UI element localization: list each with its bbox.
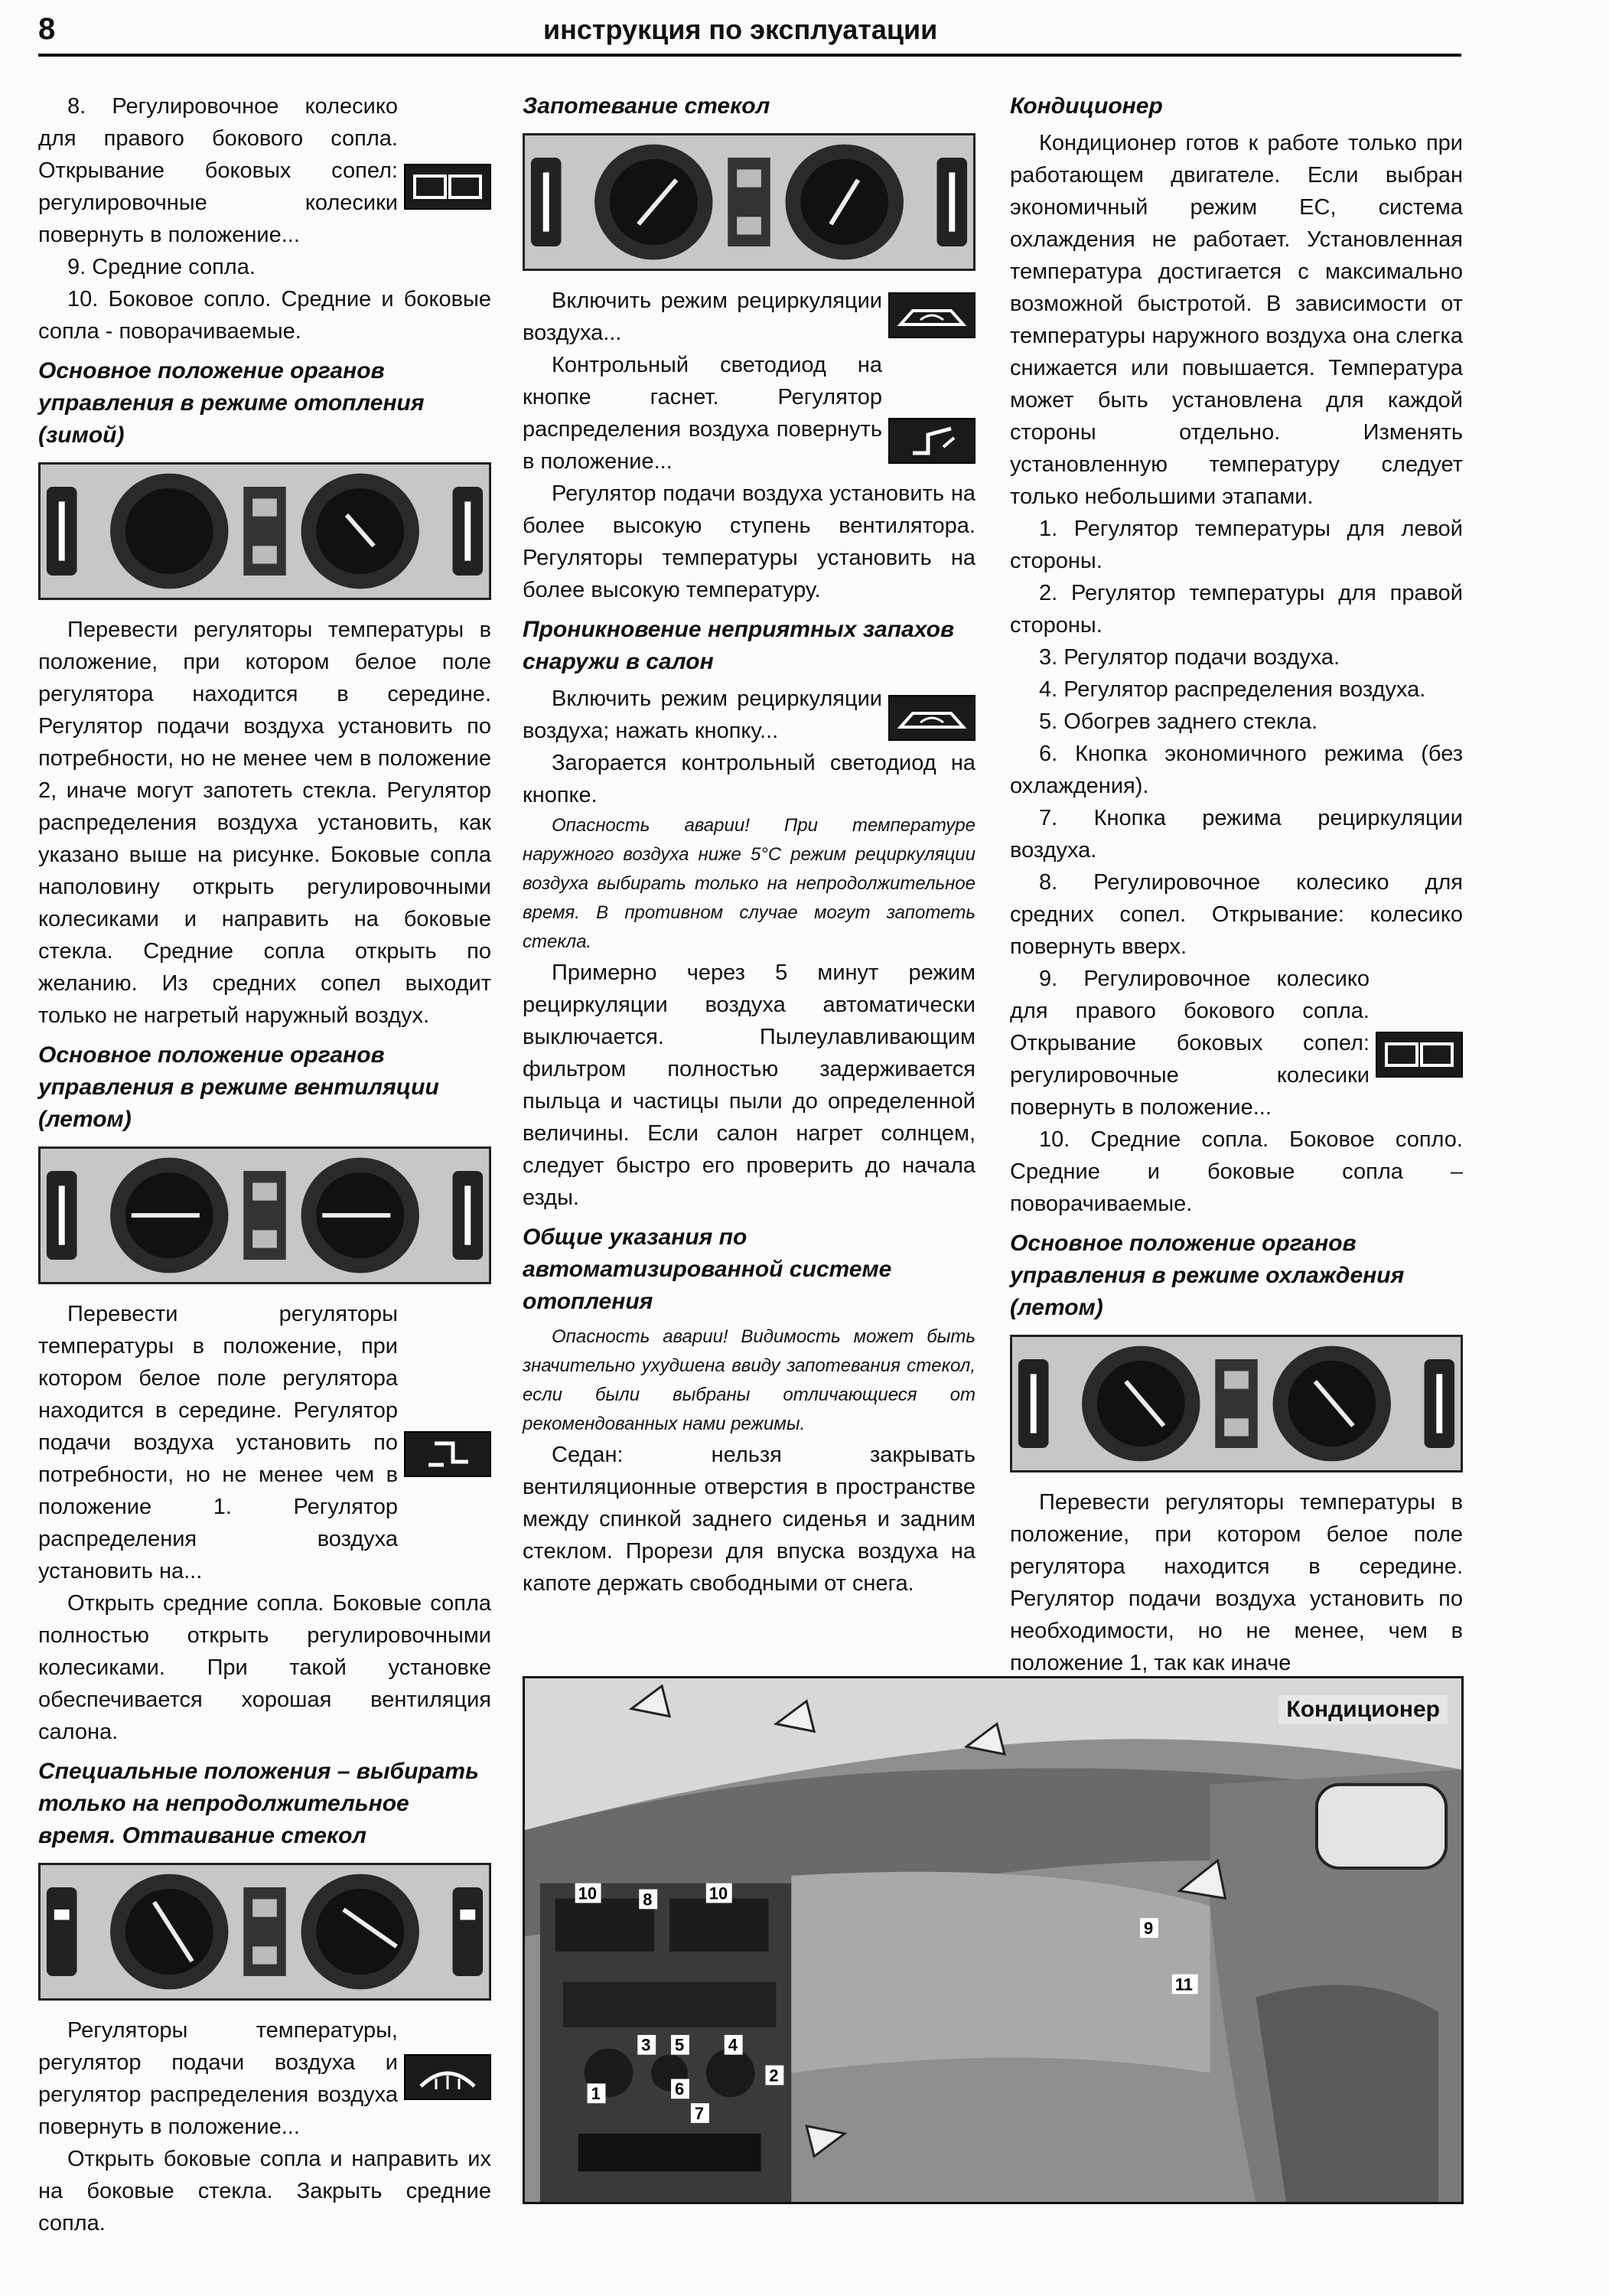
callout-label: 5 [675, 2035, 685, 2055]
paragraph: Перевести регуляторы температуры в положение, при котором белое поле регулятора находится в середине. Регулятор подачи воздуха установить по необходимости, но не менее, чем в положение 1, так как иначе [1010, 1490, 1463, 1675]
item-row [38, 1298, 491, 1587]
callout-label: 10 [708, 1883, 728, 1903]
warning-note [523, 1322, 975, 1439]
numbered-item: 1. Регулятор температуры для левой стороны. [1010, 517, 1463, 573]
control-panel-ventilation-figure [38, 1146, 491, 1284]
paragraph: 10. Средние сопла. Боковое сопло. Средние и боковые сопла – поворачиваемые. [1010, 1127, 1463, 1216]
paragraph: 8. Регулировочное колесико для правого бокового сопла. Открывание боковых сопел: регулировочные колесики повернуть в положение... [38, 94, 398, 247]
recirculation-button-icon [888, 695, 975, 741]
section-heading: Основное положение органов управления в режиме охлаждения (летом) [1010, 1231, 1405, 1320]
column-right [1010, 90, 1463, 1679]
paragraph: Включить режим рециркуляции воздуха... [523, 289, 882, 345]
paragraph: 9. Регулировочное колесико для правого бокового сопла. Открывание боковых сопел: регулировочные колесики повернуть в положение... [1010, 967, 1370, 1120]
item-row [523, 683, 975, 747]
item-row [1010, 963, 1463, 1124]
section-heading: Проникновение неприятных запахов снаружи в салон [523, 617, 955, 674]
numbered-item: 7. Кнопка режима рециркуляции воздуха. [1010, 806, 1463, 863]
air-distribution-icon [404, 1431, 491, 1477]
callout-label: 3 [641, 2035, 651, 2055]
item-row [38, 90, 491, 251]
paragraph: Перевести регуляторы температуры в положение, при котором белое поле регулятора находится в середине. Регулятор подачи воздуха установить по потребности, но не менее чем в положение 1. Регулятор распределения воздуха установить на... [38, 1302, 398, 1583]
side-vent-open-icon [404, 164, 491, 210]
control-panel-heating-figure [38, 462, 491, 600]
section-heading: Специальные положения – выбирать только на непродолжительное время. Оттаивание стекол [38, 1759, 479, 1848]
photo-label: Кондиционер [1278, 1695, 1448, 1724]
defrost-icon [404, 2054, 491, 2100]
numbered-item: 2. Регулятор температуры для правой стороны. [1010, 581, 1463, 638]
section-heading: Основное положение органов управления в режиме вентиляции (летом) [38, 1042, 439, 1132]
dashboard-photo [523, 1676, 1464, 2204]
warning-note [523, 811, 975, 957]
callout-label: 8 [643, 1890, 653, 1910]
callout-label: 6 [675, 2079, 685, 2099]
windshield-airflow-icon [888, 418, 975, 464]
recirculation-icon [888, 292, 975, 338]
callout-label: 9 [1144, 1919, 1154, 1939]
paragraph: 10. Боковое сопло. Средние и боковые сопла - поворачиваемые. [38, 287, 491, 344]
callout-label: 10 [578, 1883, 598, 1903]
section-heading: Кондиционер [1010, 93, 1163, 119]
paragraph: 9. Средние сопла. [67, 255, 256, 279]
paragraph: Регуляторы температуры, регулятор подачи воздуха и регулятор распределения воздуха повернуть в положение... [38, 2018, 398, 2139]
section-heading: Общие указания по автоматизированной системе отопления [523, 1225, 892, 1314]
paragraph: Примерно через 5 минут режим рециркуляции воздуха автоматически выключается. Пылеулавливающим фильтром полностью задерживается пыльца и частицы пыли до определенной величины. Если салон нагрет солнцем, следует быстро его проверить до начала езды. [523, 960, 975, 1210]
paragraph: Открыть боковые сопла и направить их на боковые стекла. Закрыть средние сопла. [38, 2147, 491, 2236]
column-left [38, 90, 491, 2239]
callout-label: 1 [591, 2084, 601, 2104]
paragraph: Регулятор подачи воздуха установить на более высокую ступень вентилятора. Регуляторы температуры установить на более высокую температуру. [523, 481, 975, 602]
numbered-item: 6. Кнопка экономичного режима (без охлаждения). [1010, 742, 1463, 798]
warning-text: Опасность аварии! Видимость может быть значительно ухудшена ввиду запотевания стекол, если были выбраны отличающиеся от рекомендованных нами режимы. [523, 1326, 975, 1434]
side-vent-open-icon [1376, 1032, 1463, 1078]
page-title: инструкция по эксплуатации [543, 14, 938, 45]
dashboard-illustration [525, 1678, 1461, 2202]
callout-label: 11 [1174, 1975, 1193, 1994]
control-panel-defrost-figure [38, 1863, 491, 2001]
paragraph: Перевести регуляторы температуры в положение, при котором белое поле регулятора находится в середине. Регулятор подачи воздуха установить по потребности, но не менее чем в положение 2, иначе могут запотеть стекла. Регулятор распределения воздуха установить, как указано выше на рисунке. Боковые сопла наполовину открыть регулировочными колесиками и направить на боковые стекла. Средние сопла открыть по желанию. Из средних сопел выходит только не нагретый наружный воздух. [38, 618, 491, 1028]
section-heading: Запотевание стекол [523, 93, 770, 119]
paragraph: Загорается контрольный светодиод на кнопке. [523, 751, 975, 807]
numbered-item: 5. Обогрев заднего стекла. [1039, 709, 1318, 734]
numbered-item: 8. Регулировочное колесико для средних сопел. Открывание: колесико повернуть вверх. [1010, 870, 1463, 959]
item-row [38, 2014, 491, 2143]
paragraph: Включить режим рециркуляции воздуха; нажать кнопку... [523, 687, 882, 743]
warning-text: Опасность аварии! При температуре наружного воздуха ниже 5°С режим рециркуляции воздуха выбирать только на непродолжительное время. В противном случае могут запотеть стекла. [523, 815, 975, 952]
section-heading: Основное положение органов управления в режиме отопления (зимой) [38, 358, 425, 448]
callout-label: 2 [769, 2066, 779, 2086]
item-row [523, 285, 975, 349]
control-panel-fogging-figure [523, 133, 975, 271]
callout-label: 4 [728, 2035, 738, 2055]
numbered-item: 3. Регулятор подачи воздуха. [1039, 645, 1340, 670]
callout-label: 7 [694, 2103, 705, 2123]
paragraph: Открыть средние сопла. Боковые сопла полностью открыть регулировочными колесиками. При такой установке обеспечивается хорошая вентиляция салона. [38, 1591, 491, 1744]
column-middle [523, 90, 975, 1600]
paragraph: Контрольный светодиод на кнопке гаснет. Регулятор распределения воздуха повернуть в положение... [523, 353, 882, 474]
paragraph: Кондиционер готов к работе только при работающем двигателе. Если выбран экономичный режим ЕС, система охлаждения не работает. Установленная температура достигается с максимально возможной быстротой. В зависимости от температуры наружного воздуха она слегка снижается или повышается. Температура может быть установлена для каждой стороны отдельно. Изменять установленную температуру следует только небольшими этапами. [1010, 131, 1463, 509]
paragraph: Седан: нельзя закрывать вентиляционные отверстия в пространстве между спинкой заднего сиденья и задним стеклом. Прорези для впуска воздуха на капоте держать свободными от снега. [523, 1443, 975, 1596]
control-panel-cooling-figure [1010, 1335, 1463, 1473]
page-header [38, 11, 1461, 57]
item-row [523, 349, 975, 478]
numbered-item: 4. Регулятор распределения воздуха. [1039, 677, 1426, 702]
page-number: 8 [38, 12, 56, 46]
